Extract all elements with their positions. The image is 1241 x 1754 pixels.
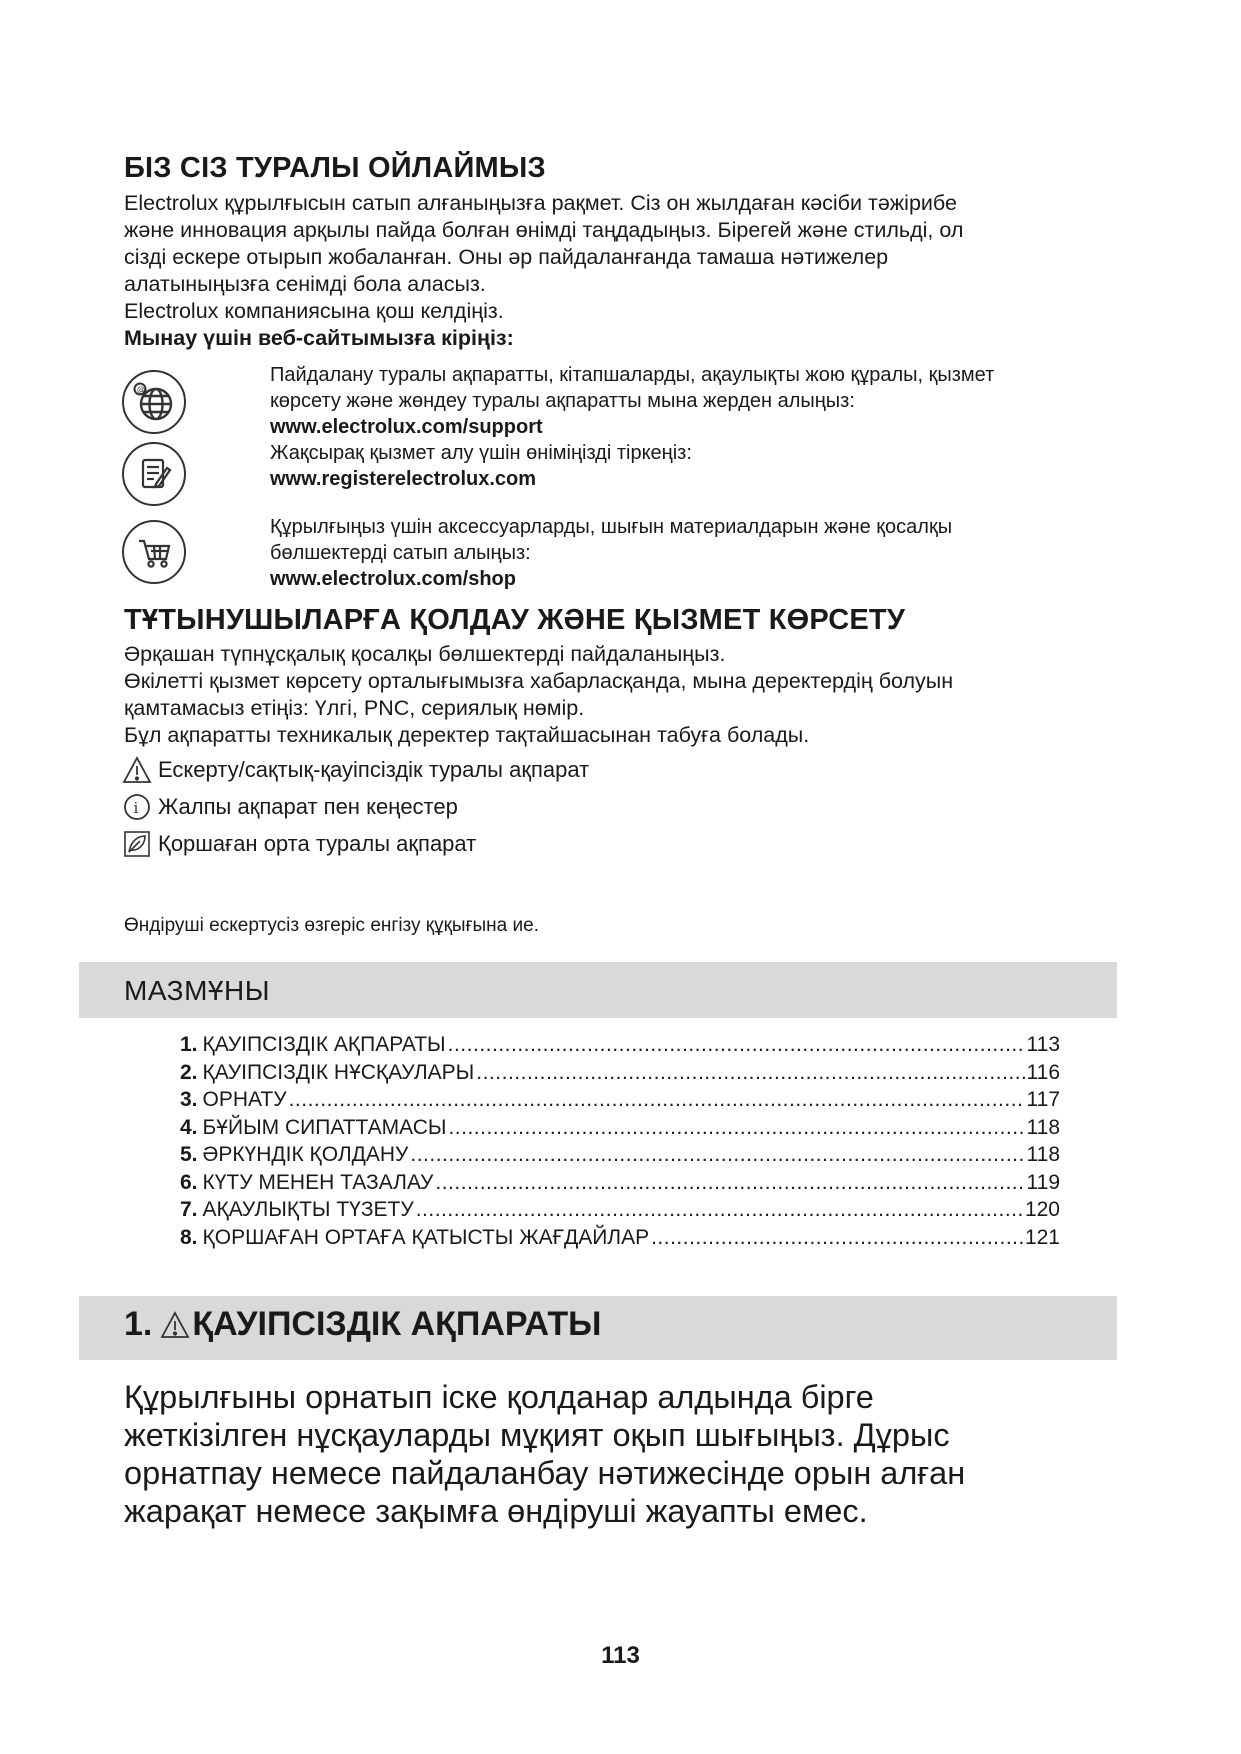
intro-line: Electrolux компаниясына қош келдіңіз. [124,299,504,323]
legend-label: Қоршаған орта туралы ақпарат [158,831,477,856]
toc-item-number: 3. [180,1088,198,1111]
svg-text:@: @ [137,385,145,394]
web-link-line: Пайдалану туралы ақпаратты, кітапшаларды, ақаулықты жою құралы, қызмет [270,364,995,386]
safety-heading-title: ҚАУІПСІЗДІК АҚПАРАТЫ [192,1305,602,1343]
toc-item-page: 119 [1026,1170,1060,1194]
support-title: ТҰТЫНУШЫЛАРҒА ҚОЛДАУ ЖӘНЕ ҚЫЗМЕТ КӨРСЕТУ [124,604,906,636]
toc-item-page: 118 [1026,1143,1060,1166]
web-link-text [270,514,952,592]
register-url-link[interactable]: www.registerelectrolux.com [270,468,537,490]
toc-item-page: 116 [1026,1060,1060,1084]
intro-paragraph [124,190,963,352]
support-line: Бұл ақпаратты техникалық деректер тақтайшасынан табуға болады. [124,723,810,747]
toc-item[interactable] [180,1226,1060,1254]
legend-info [122,792,458,822]
toc-item-number: 6. [180,1170,198,1194]
toc-item-label: ОРНАТУ [202,1088,287,1111]
toc-item-label: БҰЙЫМ СИПАТТАМАСЫ [202,1115,447,1139]
support-url-link[interactable]: www.electrolux.com/support [270,416,543,438]
toc-item-label: ҚАУІПСІЗДІК АҚПАРАТЫ [202,1033,446,1056]
toc-item-page: 120 [1024,1198,1060,1221]
legend-environment [122,829,476,859]
web-link-line: бөлшектерді сатып алыңыз: [270,542,531,564]
toc-item[interactable] [180,1033,1060,1061]
web-link-shop [122,514,1102,594]
toc-item-number: 7. [180,1198,198,1221]
toc-dot-leader [289,1088,1025,1112]
web-link-text [270,440,692,492]
intro-title: БІЗ СІЗ ТУРАЛЫ ОЙЛАЙМЫЗ [124,152,546,184]
toc-item[interactable] [180,1143,1060,1171]
legend-warning [122,755,589,785]
toc-item-number: 8. [180,1225,198,1249]
toc-item[interactable] [180,1198,1060,1226]
page-number: 113 [601,1642,640,1669]
environment-leaf-icon [122,829,152,859]
toc-item-page: 113 [1026,1033,1060,1056]
toc-dot-leader [651,1226,1023,1250]
table-of-contents [180,1033,1060,1253]
safety-line: жеткізілген нұсқауларды мұқият оқып шығыңыз. Дұрыс [124,1417,950,1453]
safety-line: орнатпау немесе пайдаланбау нәтижесінде орын алған [124,1455,966,1491]
register-form-icon [122,442,186,506]
toc-item-label: ҚОРШАҒАН ОРТАҒА ҚАТЫСТЫ ЖАҒДАЙЛАР [202,1225,650,1249]
toc-title: МАЗМҰНЫ [124,975,271,1006]
shopping-cart-icon [122,520,186,584]
toc-item[interactable] [180,1116,1060,1144]
web-link-register [122,440,1102,510]
web-link-line: көрсету және жөндеу туралы ақпаратты мына жерден алыңыз: [270,390,855,412]
safety-line: жарақат немесе зақымға өндіруші жауапты емес. [124,1493,868,1529]
web-link-line: Құрылғыңыз үшін аксессуарларды, шығын материалдарын және қосалқы [270,516,953,538]
toc-item-label: ӘРКҮНДІК ҚОЛДАНУ [202,1143,409,1166]
web-link-support [122,362,1102,442]
toc-dot-leader [448,1033,1025,1057]
support-line: Өкілетті қызмет көрсету орталығымызға хабарласқанда, мына деректердің болуын [124,669,954,693]
intro-line: және инновация арқылы пайда болған өнімді таңдадыңыз. Бірегей және стильді, ол [124,218,964,242]
globe-icon [122,370,186,434]
legend-label: Жалпы ақпарат пен кеңестер [158,794,458,819]
support-line: Әрқашан түпнұсқалық қосалқы бөлшектерді пайдаланыңыз. [124,642,726,666]
intro-line: алатыныңызға сенімді бола аласыз. [124,272,486,296]
intro-line: Electrolux құрылғысын сатып алғаныңызға рақмет. Сіз он жылдаған кәсіби тәжірибе [124,191,957,215]
toc-dot-leader [435,1171,1024,1195]
toc-item-page: 121 [1024,1225,1060,1249]
warning-triangle-icon [160,1311,190,1339]
toc-dot-leader [476,1061,1024,1085]
toc-item-label: ҚАУІПСІЗДІК НҰСҚАУЛАРЫ [202,1060,475,1084]
toc-item-label: КҮТУ МЕНЕН ТАЗАЛАУ [202,1170,434,1194]
toc-dot-leader [416,1198,1023,1222]
toc-item[interactable] [180,1171,1060,1199]
toc-item-label: АҚАУЛЫҚТЫ ТҮЗЕТУ [202,1198,414,1221]
support-line: қамтамасыз етіңіз: Үлгі, PNC, сериялық нөмір. [124,696,585,720]
toc-dot-leader [410,1143,1024,1167]
toc-item[interactable] [180,1088,1060,1116]
manufacturer-notice: Өндіруші ескертусіз өзгеріс енгізу құқығына ие. [124,915,539,936]
safety-line: Құрылғыны орнатып іске қолданар алдында бірге [124,1379,874,1415]
safety-paragraph [124,1378,965,1530]
svg-text:i: i [133,799,139,817]
website-label: Мынау үшін веб-сайтымызға кіріңіз: [124,326,514,350]
toc-item-page: 117 [1026,1088,1060,1111]
safety-heading-number: 1. [124,1305,153,1343]
intro-line: сізді ескере отырып жобаланған. Оны әр пайдаланғанда тамаша нәтижелер [124,245,889,269]
warning-triangle-icon [122,755,152,785]
shop-url-link[interactable]: www.electrolux.com/shop [270,568,516,590]
toc-item-number: 5. [180,1143,198,1166]
toc-item-number: 1. [180,1033,198,1056]
toc-item-page: 118 [1026,1115,1060,1139]
safety-heading [124,1305,601,1344]
legend-label: Ескерту/сақтық-қауіпсіздік туралы ақпарат [158,757,590,782]
toc-item[interactable] [180,1061,1060,1089]
web-link-text [270,362,994,440]
toc-item-number: 2. [180,1060,198,1084]
toc-item-number: 4. [180,1115,198,1139]
info-icon [122,792,152,822]
toc-dot-leader [448,1116,1024,1140]
web-link-line: Жақсырақ қызмет алу үшін өніміңізді тіркеңіз: [270,442,692,464]
support-paragraph [124,641,953,749]
